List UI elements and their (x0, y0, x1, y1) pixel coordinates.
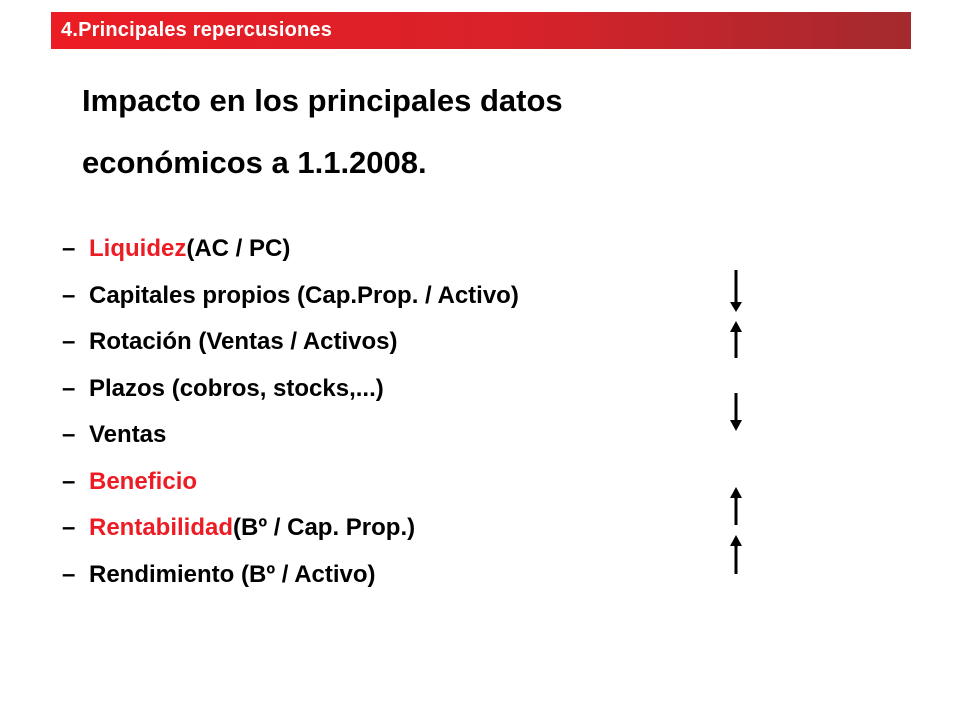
item-text: Rendimiento (Bº / Activo) (89, 560, 376, 588)
bullet-dash: – (62, 328, 76, 356)
item-text: Rotación (Ventas / Activos) (89, 328, 398, 356)
bullet-dash: – (62, 235, 76, 263)
list-item (62, 273, 519, 320)
list-item (62, 226, 519, 273)
item-highlight: Liquidez (89, 235, 187, 263)
bullet-dash: – (62, 421, 76, 449)
slide-title (82, 70, 782, 194)
indicator-list (62, 226, 519, 598)
list-item (62, 505, 519, 552)
item-text: (AC / PC) (186, 235, 291, 263)
bullet-dash: – (62, 514, 76, 542)
bullet-dash: – (62, 467, 76, 495)
list-item (62, 459, 519, 506)
item-text: Capitales propios (Cap.Prop. / Activo) (89, 281, 519, 309)
item-highlight: Rentabilidad (89, 514, 234, 542)
section-header-bar (51, 12, 911, 49)
arrow-down-icon (730, 393, 742, 431)
arrow-up-icon (730, 535, 742, 574)
item-highlight: Beneficio (89, 467, 198, 495)
item-text: Plazos (cobros, stocks,...) (89, 374, 384, 402)
list-item (62, 319, 519, 366)
item-text: (Bº / Cap. Prop.) (233, 514, 416, 542)
slide-title-line-2: económicos a 1.1.2008. (82, 145, 427, 180)
bullet-dash: – (62, 374, 76, 402)
list-item (62, 552, 519, 599)
list-item (62, 412, 519, 459)
arrow-up-icon (730, 321, 742, 358)
arrow-up-icon (730, 487, 742, 525)
list-item (62, 366, 519, 413)
bullet-dash: – (62, 281, 76, 309)
bullet-dash: – (62, 560, 76, 588)
slide-title-line-1: Impacto en los principales datos (82, 83, 563, 118)
arrow-down-icon (730, 270, 742, 312)
item-text: Ventas (89, 421, 167, 449)
section-label: 4.Principales repercusiones (61, 19, 333, 41)
